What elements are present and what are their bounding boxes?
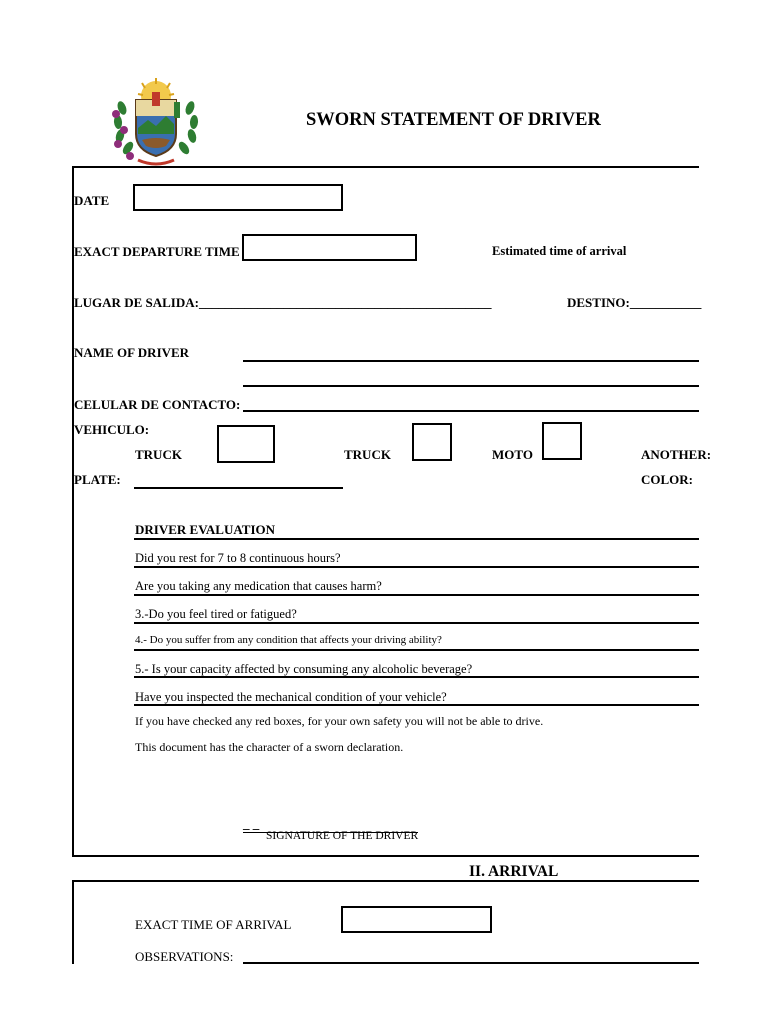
- evaluation-question-2[interactable]: Are you taking any medication that causes harm?: [135, 579, 382, 593]
- arrival-top-border: [72, 880, 699, 882]
- question-divider: [134, 594, 699, 596]
- question-divider: [134, 649, 699, 651]
- contact-phone-label: CELULAR DE CONTACTO:: [74, 397, 241, 412]
- driver-name-line-2[interactable]: [243, 385, 699, 387]
- evaluation-question-3[interactable]: 3.-Do you feel tired or fatigued?: [135, 607, 297, 621]
- page-title: SWORN STATEMENT OF DRIVER: [306, 110, 601, 130]
- section-left-border: [72, 166, 74, 857]
- observations-line[interactable]: [243, 962, 699, 964]
- arrival-heading: II. ARRIVAL: [469, 863, 559, 880]
- arrival-estimate-label: Estimated time of arrival: [492, 244, 627, 258]
- arrival-left-border: [72, 880, 74, 964]
- plate-label: PLATE:: [74, 472, 121, 487]
- evaluation-heading: DRIVER EVALUATION: [135, 522, 276, 537]
- evaluation-question-1[interactable]: Did you rest for 7 to 8 continuous hours?: [135, 551, 341, 565]
- exact-arrival-time-input[interactable]: [341, 906, 492, 933]
- vehicle-moto-checkbox[interactable]: [542, 422, 582, 460]
- evaluation-question-6[interactable]: Have you inspected the mechanical condition of your vehicle?: [135, 690, 447, 704]
- evaluation-question-5[interactable]: 5.- Is your capacity affected by consuming any alcoholic beverage?: [135, 662, 473, 676]
- date-input[interactable]: [133, 184, 343, 211]
- departure-place-field[interactable]: LUGAR DE SALIDA:_____________________________________________: [74, 295, 492, 310]
- section-bottom-border: [72, 855, 699, 857]
- driver-name-label: NAME OF DRIVER: [74, 345, 190, 360]
- vehicle-option-moto: MOTO: [492, 447, 533, 462]
- destination-field[interactable]: DESTINO:___________: [567, 295, 702, 310]
- section-top-border: [72, 166, 699, 168]
- plate-line[interactable]: [134, 487, 343, 489]
- evaluation-top-line: [134, 538, 699, 540]
- departure-time-label: EXACT DEPARTURE TIME: [74, 244, 240, 259]
- departure-time-input[interactable]: [242, 234, 417, 261]
- observations-label: OBSERVATIONS:: [135, 949, 234, 964]
- signature-label: SIGNATURE OF THE DRIVER: [266, 830, 419, 842]
- vehicle-another-label: ANOTHER:: [641, 447, 712, 462]
- red-box-notice: If you have checked any red boxes, for your own safety you will not be able to drive.: [135, 714, 544, 728]
- color-label: COLOR:: [641, 472, 693, 487]
- question-divider: [134, 566, 699, 568]
- vehicle-option-truck-2: TRUCK: [344, 447, 391, 462]
- vehicle-label: VEHICULO:: [74, 422, 150, 437]
- question-divider: [134, 622, 699, 624]
- vehicle-truck-2-checkbox[interactable]: [412, 423, 452, 461]
- sworn-declaration-notice: This document has the character of a sworn declaration.: [135, 740, 404, 754]
- vehicle-truck-1-checkbox[interactable]: [217, 425, 275, 463]
- coat-of-arms-logo: [108, 78, 204, 170]
- date-label: DATE: [74, 193, 110, 208]
- evaluation-bottom-line: [134, 704, 699, 706]
- driver-name-line[interactable]: [243, 360, 699, 362]
- contact-phone-line[interactable]: [243, 410, 699, 412]
- vehicle-option-truck-1: TRUCK: [135, 447, 182, 462]
- exact-arrival-time-label: EXACT TIME OF ARRIVAL: [135, 917, 292, 932]
- question-divider: [134, 676, 699, 678]
- signature-dashes: _ _: [243, 816, 260, 831]
- evaluation-question-4[interactable]: 4.- Do you suffer from any condition that affects your driving ability?: [135, 634, 442, 646]
